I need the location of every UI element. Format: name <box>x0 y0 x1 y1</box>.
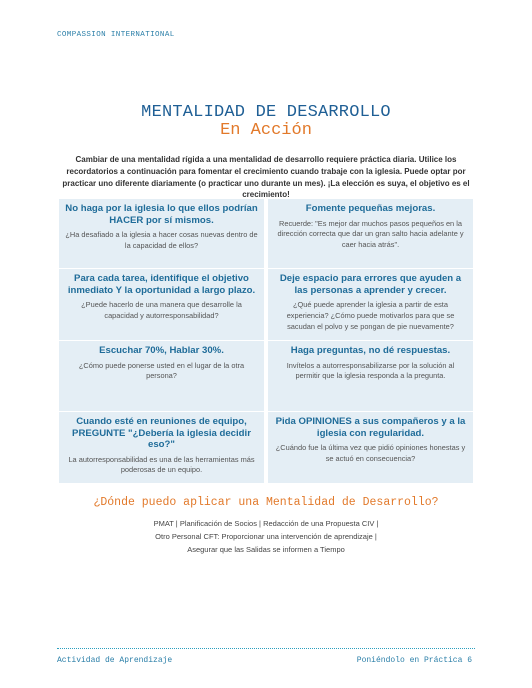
intro-paragraph: Cambiar de una mentalidad rígida a una mentalidad de desarrollo requiere práctica diaria. Utilice los recordatorios a continuación para fomentar el crecimiento cuando trabaje con la iglesia. Puede optar por practicar uno diferente diariamente (o practicar uno durante un mes). ¡La elección es suya, el objetivo es el crecimiento! <box>62 155 470 200</box>
reminder-cell <box>268 412 473 484</box>
reminder-cell <box>268 341 473 412</box>
reminder-heading: Para cada tarea, identifique el objetivo inmediato Y la oportunidad a largo plazo. <box>67 273 256 296</box>
reminder-body: ¿Puede hacerlo de una manera que desarrolle la capacidad y autorresponsabilidad? <box>81 300 242 320</box>
application-question: ¿Dónde puedo aplicar una Mentalidad de Desarrollo? <box>93 496 439 509</box>
reminder-heading: Deje espacio para errores que ayuden a las personas a aprender y crecer. <box>279 273 462 296</box>
footer-page-label: Poniéndolo en Práctica 6 <box>356 656 472 665</box>
reminder-heading: Haga preguntas, no dé respuestas. <box>290 345 451 356</box>
reminder-heading: Escuchar 70%, Hablar 30%. <box>99 345 224 356</box>
page-title: MENTALIDAD DE DESARROLLO <box>141 103 391 122</box>
reminder-body: La autorresponsabilidad es una de las herramientas más poderosas de un equipo. <box>68 454 255 475</box>
reminder-heading: Cuando esté en reuniones de equipo, PREGUNTE "¿Debería la iglesia decidir eso?" <box>72 416 251 450</box>
reminder-cell <box>59 412 264 484</box>
reminder-body: Recuerde: "Es mejor dar muchos pasos pequeños en la dirección correcta que dar un gran salto hacia adelante y caer hacia atrás". <box>277 218 464 250</box>
reminder-cell <box>59 269 264 341</box>
organization-header: COMPASSION INTERNATIONAL <box>57 31 175 39</box>
reminder-body: Invítelos a autorresponsabilizarse por la solución al permitir que la iglesia responda a la pregunta. <box>286 360 455 381</box>
reminder-body: ¿Ha desafiado a la iglesia a hacer cosas nuevas dentro de la capacidad de ellos? <box>65 230 258 250</box>
reminder-heading: Pida OPINIONES a sus compañeros y a la iglesia con regularidad. <box>275 416 466 439</box>
application-line: PMAT | Planificación de Socios | Redacción de una Propuesta CIV | <box>153 519 379 528</box>
application-line: Asegurar que las Salidas se informen a Tiempo <box>187 544 345 554</box>
footer-divider <box>57 648 475 649</box>
reminder-cell <box>268 269 473 341</box>
reminder-cell <box>59 341 264 412</box>
reminder-cell <box>268 199 473 269</box>
reminder-heading: Fomente pequeñas mejoras. <box>305 203 436 214</box>
application-list <box>0 518 532 556</box>
reminder-body: ¿Cuándo fue la última vez que pidió opiniones honestas y se actuó en consecuencia? <box>275 443 466 463</box>
reminder-body: ¿Qué puede aprender la iglesia a partir de esta experiencia? ¿Cómo puede motivarlos para que se sacudan el polvo y se pongan de pie nuevamente? <box>286 300 455 331</box>
footer-section-label: Actividad de Aprendizaje <box>57 656 173 665</box>
reminder-body: ¿Cómo puede ponerse usted en el lugar de la otra persona? <box>78 360 245 381</box>
page-subtitle: En Acción <box>220 121 312 140</box>
reminder-cell <box>59 199 264 269</box>
reminder-heading: No haga por la iglesia lo que ellos podrían HACER por sí mismos. <box>65 203 258 226</box>
reminder-grid <box>59 199 473 484</box>
application-line: Otro Personal CFT: Proporcionar una intervención de aprendizaje | <box>155 531 377 541</box>
